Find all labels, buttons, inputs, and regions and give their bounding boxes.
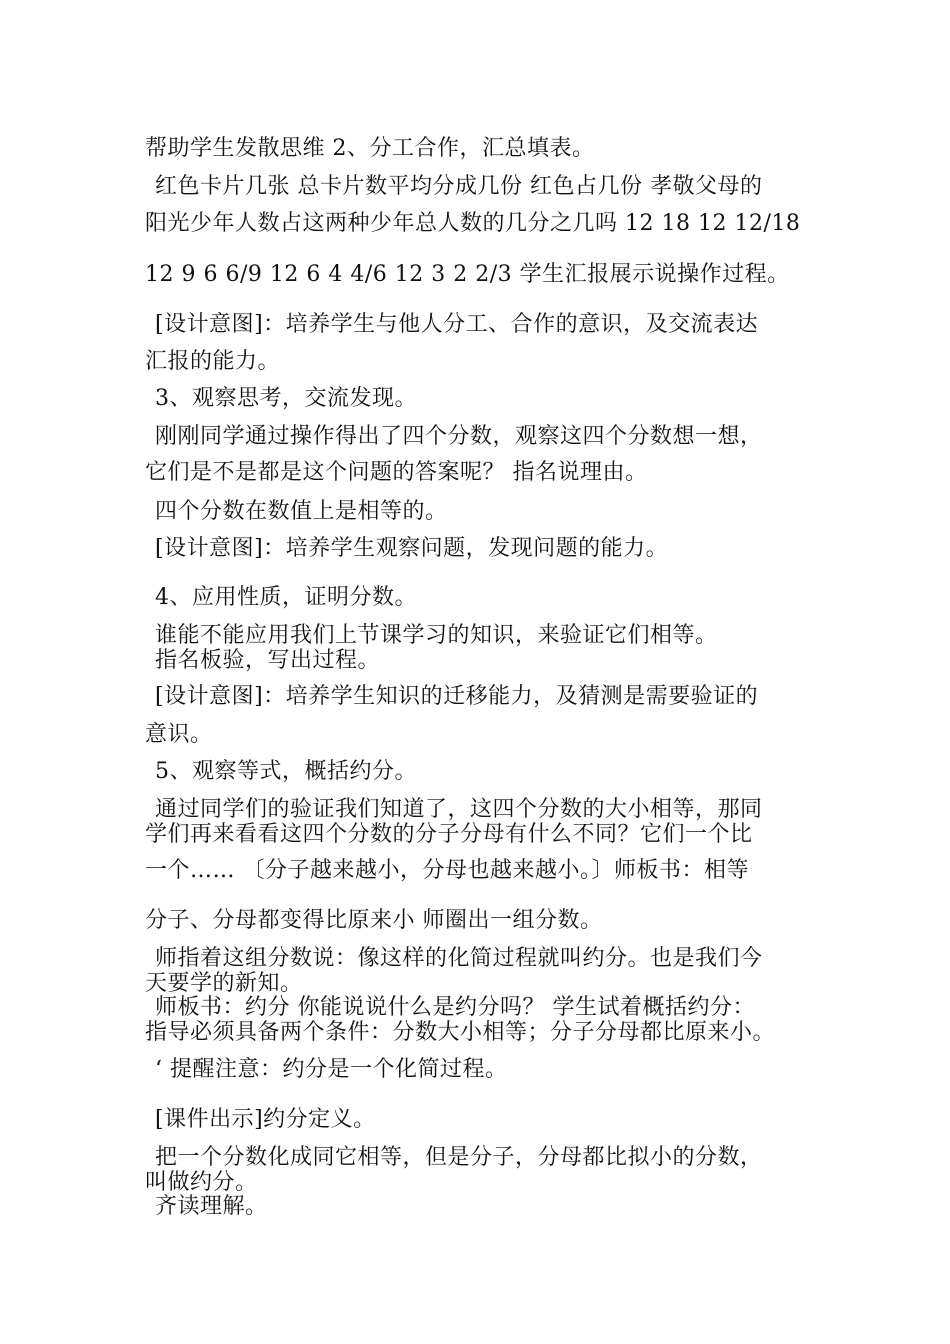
text-line: 齐读理解。 xyxy=(155,1194,268,1219)
text-line: 四个分数在数值上是相等的。 xyxy=(155,499,448,524)
text-line: 指导必须具备两个条件：分数大小相等；分子分母都比原来小。 xyxy=(145,1020,776,1045)
text-line: 意识。 xyxy=(145,722,213,747)
text-line: 天要学的新知。 xyxy=(145,971,303,996)
text-line: 红色卡片几张 总卡片数平均分成几份 红色占几份 孝敬父母的 xyxy=(155,174,763,199)
text-line: 阳光少年人数占这两种少年总人数的几分之几吗 12 18 12 12/18 xyxy=(145,211,801,236)
text-line: 师指着这组分数说：像这样的化简过程就叫约分。也是我们今 xyxy=(155,946,763,971)
text-line: 通过同学们的验证我们知道了，这四个分数的大小相等，那同 xyxy=(155,797,763,822)
text-line: 12 9 6 6/9 12 6 4 4/6 12 3 2 2/3 学生汇报展示说操作过程。 xyxy=(145,262,790,287)
text-line: 汇报的能力。 xyxy=(145,349,281,374)
text-line: 帮助学生发散思维 2、分工合作，汇总填表。 xyxy=(145,136,595,161)
section-heading: 5、观察等式，概括约分。 xyxy=(155,759,417,784)
section-heading: 3、观察思考，交流发现。 xyxy=(155,386,417,411)
text-line: 一个…… 〔分子越来越小，分母也越来越小。〕师板书：相等 xyxy=(145,858,749,883)
text-line: [课件出示]约分定义。 xyxy=(155,1107,376,1132)
text-line: [设计意图]：培养学生观察问题，发现问题的能力。 xyxy=(155,536,669,561)
text-line: [设计意图]：培养学生知识的迁移能力，及猜测是需要验证的 xyxy=(155,684,759,709)
text-line: 刚刚同学通过操作得出了四个分数，观察这四个分数想一想， xyxy=(155,424,763,449)
text-line: 指名板验，写出过程。 xyxy=(155,648,381,673)
text-line: 把一个分数化成同它相等，但是分子，分母都比拟小的分数， xyxy=(155,1145,763,1170)
text-line: 学们再来看看这四个分数的分子分母有什么不同？它们一个比 xyxy=(145,822,753,847)
section-heading: 4、应用性质，证明分数。 xyxy=(155,585,417,610)
text-line: 师板书：约分 你能说说什么是约分吗？ 学生试着概括约分： xyxy=(155,995,755,1020)
text-line: 谁能不能应用我们上节课学习的知识，来验证它们相等。 xyxy=(155,623,718,648)
text-line: 分子、分母都变得比原来小 师圈出一组分数。 xyxy=(145,908,603,933)
text-line: [设计意图]：培养学生与他人分工、合作的意识，及交流表达 xyxy=(155,312,759,337)
text-line: ‘ 提醒注意：约分是一个化简过程。 xyxy=(155,1057,508,1082)
text-line: 叫做约分。 xyxy=(145,1170,258,1195)
text-line: 它们是不是都是这个问题的答案呢？ 指名说理由。 xyxy=(145,460,648,485)
